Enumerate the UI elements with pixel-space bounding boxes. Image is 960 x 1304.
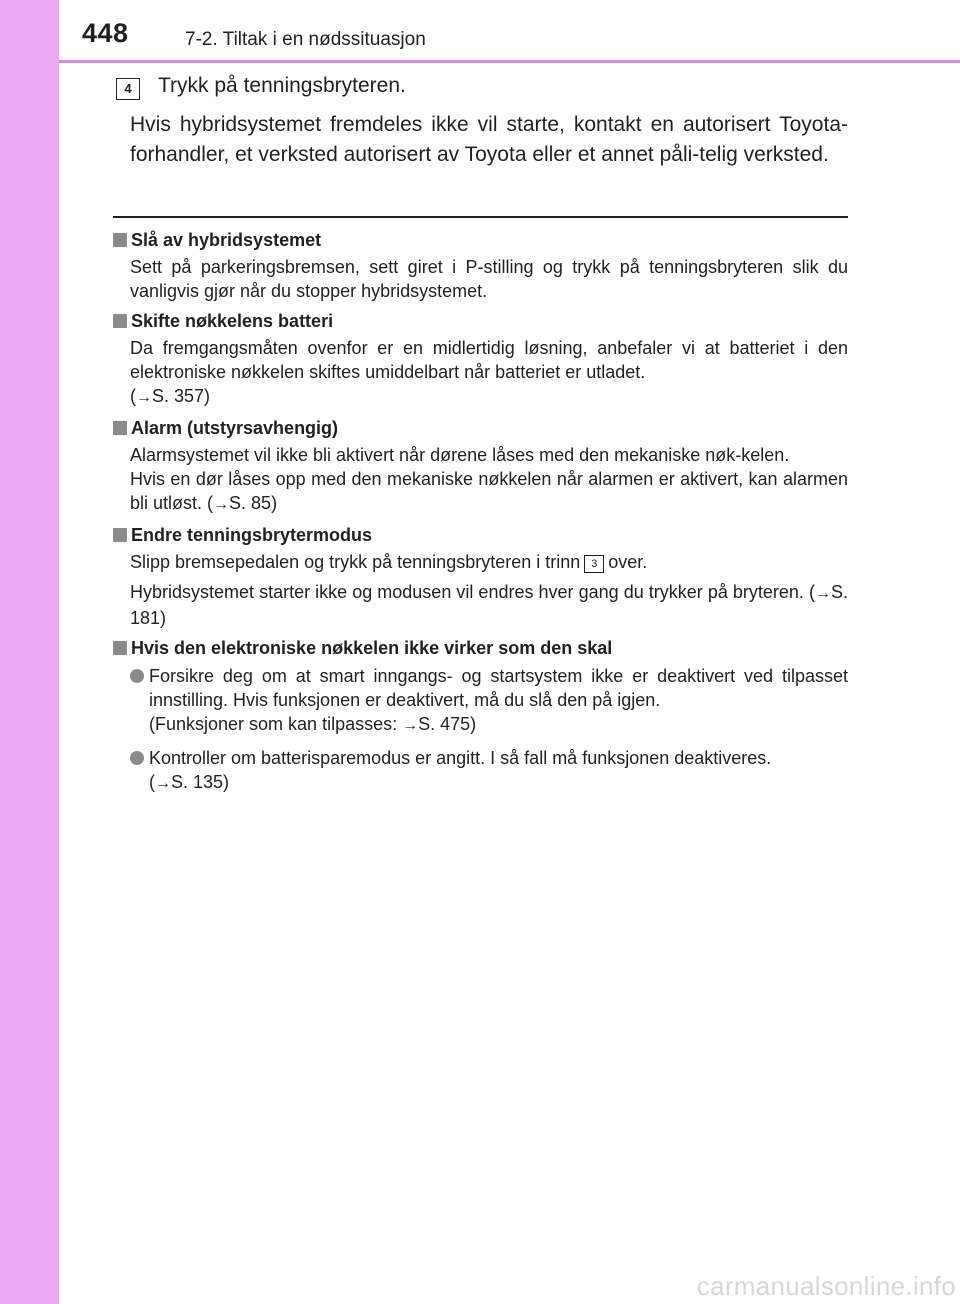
note-text: Hybridsystemet starter ikke og modusen vil endres hver gang du trykker på bryteren. (→S. 181): [130, 582, 848, 628]
note-key-not-working: [113, 636, 848, 796]
note-text: Da fremgangsmåten ovenfor er en midlertidig løsning, anbefaler vi at batteriet i den elektroniske nøkkelen skiftes umiddelbart når batteriet er utladet. (→S. 357): [130, 338, 848, 406]
step-title: Trykk på tenningsbryteren.: [158, 74, 406, 97]
section-title: 7-2. Tiltak i en nødssituasjon: [185, 29, 426, 50]
note-heading: Alarm (utstyrsavhengig): [131, 418, 339, 438]
round-bullet-icon: [130, 669, 144, 683]
side-tab-strip: [0, 0, 59, 1304]
note-text: Slipp bremsepedalen og trykk på tenningsbryteren i trinn 3 over.: [130, 552, 648, 572]
square-bullet-icon: [113, 641, 127, 655]
arrow-right-icon: →: [402, 717, 419, 734]
step-number-badge: 4: [116, 78, 140, 100]
note-heading: Slå av hybridsystemet: [131, 230, 322, 250]
note-alarm: [113, 416, 848, 517]
arrow-right-icon: →: [155, 775, 171, 792]
note-heading: Hvis den elektroniske nøkkelen ikke virker som den skal: [131, 638, 613, 658]
step-body: Hvis hybridsystemet fremdeles ikke vil starte, kontakt en autorisert Toyota-forhandler, et verksted autorisert av Toyota eller et annet påli-telig verksted.: [130, 113, 848, 166]
watermark: carmanualsonline.info: [696, 1271, 956, 1301]
notes-section: [113, 228, 848, 802]
note-text: Sett på parkeringsbremsen, sett giret i P-stilling og trykk på tenningsbryteren slik du vanligvis gjør når du stopper hybridsystemet.: [130, 257, 848, 301]
square-bullet-icon: [113, 233, 127, 247]
note-key-battery: [113, 309, 848, 410]
section-divider: [113, 216, 848, 218]
note-hybrid-off: [113, 228, 848, 303]
round-bullet-icon: [130, 751, 144, 765]
arrow-right-icon: →: [814, 585, 831, 602]
step-reference-badge: 3: [584, 555, 604, 573]
page-reference-link[interactable]: S. 475: [418, 714, 471, 734]
list-item: Kontroller om batterisparemodus er angitt. I så fall må funksjonen deaktiveres. (→S. 135): [130, 746, 848, 796]
page-reference-link[interactable]: S. 181: [130, 582, 848, 628]
page-number: 448: [82, 18, 129, 48]
arrow-right-icon: →: [136, 389, 152, 406]
arrow-right-icon: →: [213, 496, 230, 513]
note-heading: Endre tenningsbrytermodus: [131, 525, 373, 545]
note-heading: Skifte nøkkelens batteri: [131, 311, 334, 331]
note-text: Alarmsystemet vil ikke bli aktivert når dørene låses med den mekaniske nøk-kelen. Hvis en dør låses opp med den mekaniske nøkkelen når alarmen er aktivert, kan alarmen bli utløst. (→S. 85): [130, 445, 848, 513]
square-bullet-icon: [113, 528, 127, 542]
note-ignition-mode: [113, 523, 848, 630]
page-reference-link[interactable]: S. 357: [152, 386, 205, 406]
square-bullet-icon: [113, 421, 127, 435]
square-bullet-icon: [113, 314, 127, 328]
page-reference-link[interactable]: S. 135: [171, 772, 224, 792]
header-rule: [59, 60, 960, 63]
page-reference-link[interactable]: S. 85: [229, 493, 272, 513]
list-item: Forsikre deg om at smart inngangs- og startsystem ikke er deaktivert ved tilpasset innstilling. Hvis funksjonen er deaktivert, må du slå den på igjen. (Funksjoner som kan tilpasses: →S. 475): [130, 664, 848, 738]
